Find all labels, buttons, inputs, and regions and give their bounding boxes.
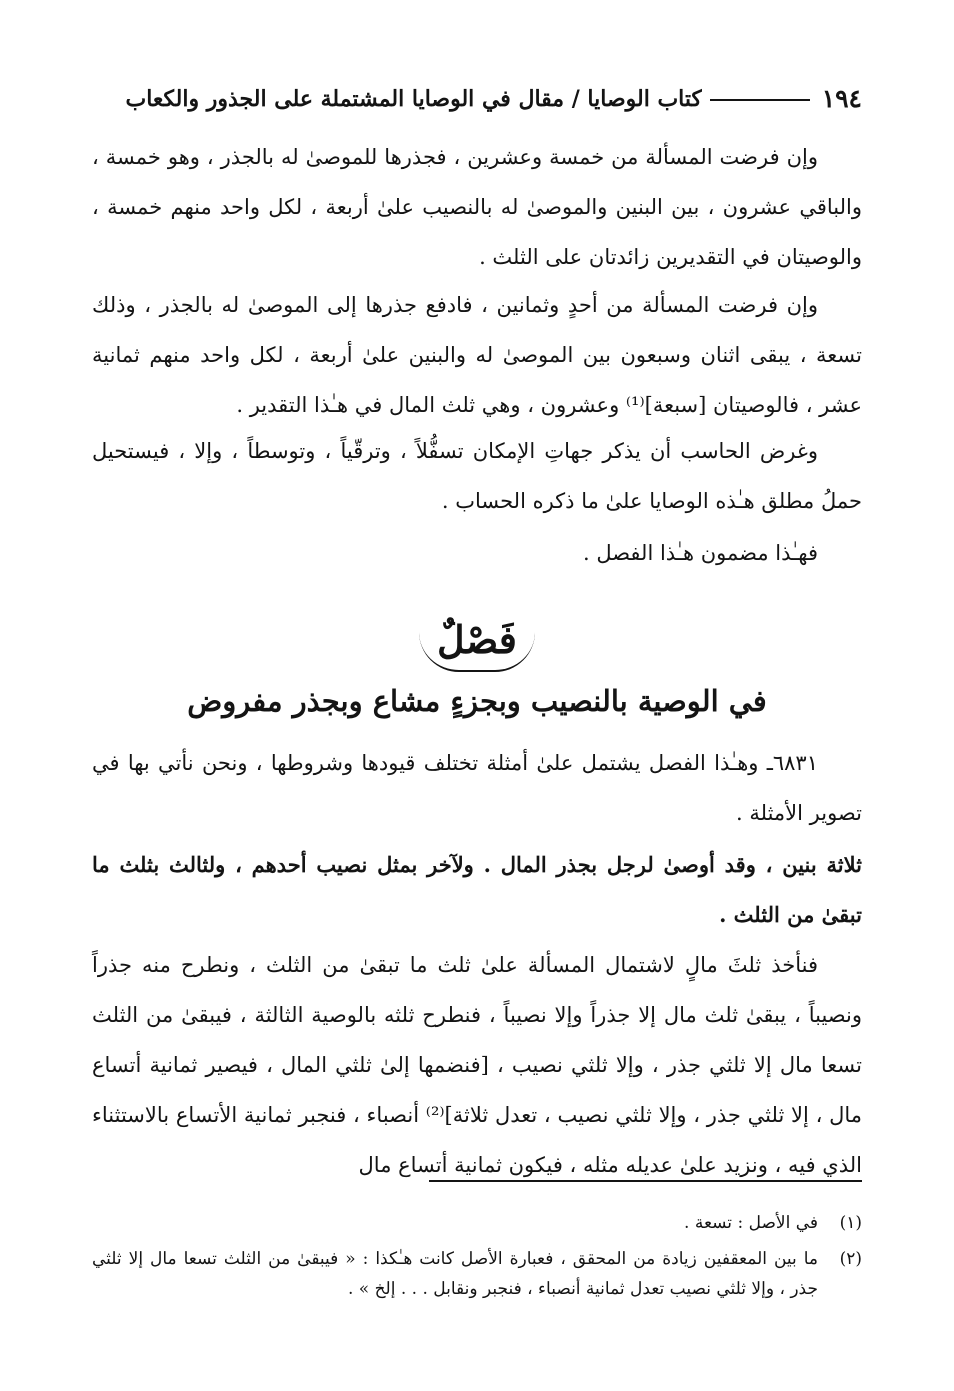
paragraph-6: ثلاثة بنين ، وقد أوصىٰ لرجل بجذر المال . ولآخر بمثل نصيب أحدهم ، ولثالث بثلث ما تبقىٰ من الثلث .: [92, 852, 862, 927]
paragraph-7: فنأخذ ثلثَ مالٍ لاشتمال المسألة علىٰ ثلث ما تبقىٰ من الثلث ، ونطرح منه جذراً ونصيباً ، يبقىٰ ثلث مال إلا جذراً وإلا نصيباً ، فنطرح ثلثه بالوصية الثالثة ، فيبقىٰ من الثلث تسعا مال إلا ثلثي جذر ، وإلا ثلثي نصيب ، [فنضمها إلىٰ ثلثي المال ، فيصير ثمانية أتساع مال ، إلا ثلثي جذر ، وإلا ثلثي نصيب ، تعدل ثلاثة]⁽²⁾ أنصباء ، فنجبر ثمانية الأتساع بالاستثناء الذي فيه ، ونزيد علىٰ عديله مثله ، فيكون ثمانية أتساع مال: [92, 953, 862, 1177]
running-header: [92, 80, 862, 118]
footnote-text: ما بين المعقفين زيادة من المحقق ، فعبارة الأصل كانت هـٰكذا : « فيبقىٰ من الثلث تسعا مال إلا ثلثي جذر ، وإلا ثلثي نصيب تعدل ثمانية أنصباء ، فنجبر ونقابل . . . إلخ » .: [92, 1249, 818, 1299]
footnote-text: في الأصل : تسعة .: [684, 1213, 818, 1233]
footnote-number: (٢): [839, 1249, 862, 1269]
section-ornament: [0, 610, 954, 680]
paragraph-2: وإن فرضت المسألة من أحدٍ وثمانين ، فادفع جذرها إلى الموصىٰ له بالجذر ، وذلك تسعة ، يبقى اثنان وسبعون بين الموصىٰ له والبنين علىٰ أربعة ، لكل واحد منهم ثمانية عشر ، فالوصيتان [سبعة]⁽¹⁾ وعشرون ، وهي ثلث المال في هـٰذا التقدير .: [92, 293, 862, 417]
footnote-rule: [429, 1180, 862, 1182]
section-title: في الوصية بالنصيب وبجزءٍ مشاع وبجذر مفروض: [187, 684, 767, 718]
header-dash-rule: [710, 99, 810, 101]
footnote-number: (١): [839, 1213, 862, 1233]
paragraph-3: وغرض الحاسب أن يذكر جهاتِ الإمكان تسفُّلاً ، وترقّياً ، وتوسطاً ، وإلا ، فيستحيل حملُ مطلق هـٰذه الوصايا علىٰ ما ذكره الحساب .: [92, 439, 862, 513]
fasl-calligraphy: فَصْلٌ: [419, 610, 535, 672]
footnote-1: [92, 1208, 862, 1238]
footnote-2: [92, 1244, 862, 1304]
paragraph-1: وإن فرضت المسألة من خمسة وعشرين ، فجذرها للموصىٰ له بالجذر ، وهو خمسة ، والباقي عشرون ، بين البنين والموصىٰ له بالنصيب علىٰ أربعة ، لكل واحد منهم خمسة ، والوصيتان في التقديرين زائدتان على الثلث .: [92, 145, 862, 269]
paragraph-4: فهـٰذا مضمون هـٰذا الفصل .: [582, 541, 818, 565]
paragraph-5: ٦٨٣١ـ وهـٰذا الفصل يشتمل علىٰ أمثلة تختلف قيودها وشروطها ، ونحن نأتي بها في تصوير الأمثلة .: [92, 751, 862, 825]
page-number: ١٩٤: [821, 84, 862, 113]
header-title: كتاب الوصايا / مقال في الوصايا المشتملة على الجذور والكعاب: [125, 86, 702, 112]
